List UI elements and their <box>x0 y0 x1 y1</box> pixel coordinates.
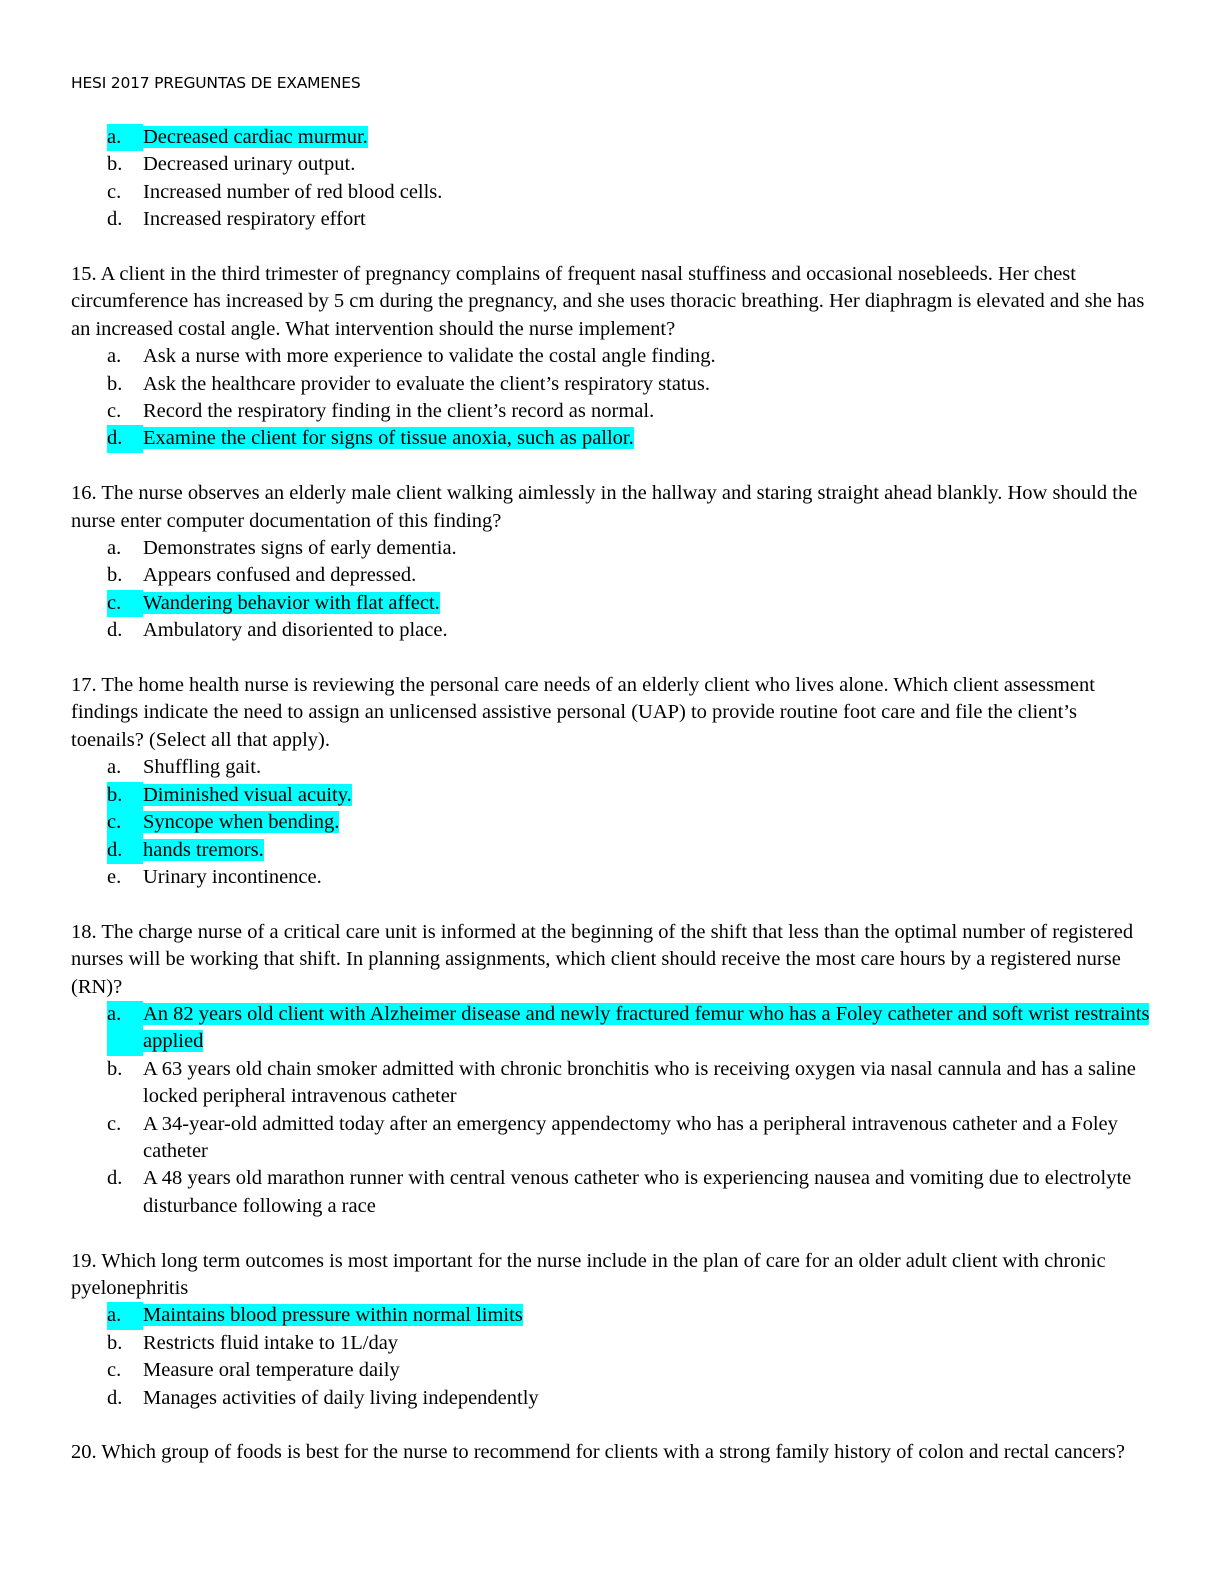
option-letter: d. <box>107 1386 123 1409</box>
option-letter: b. <box>107 1057 123 1080</box>
option-letter: a. <box>107 1302 143 1329</box>
question-19 <box>71 1248 1151 1412</box>
option-b <box>107 562 1151 589</box>
option-text: Examine the client for signs of tissue anoxia, such as pallor. <box>143 427 634 450</box>
option-letter: b. <box>107 782 143 809</box>
option-letter: a. <box>107 345 122 368</box>
option-text: hands tremors. <box>143 838 264 861</box>
question-14-options <box>71 124 1151 234</box>
option-text: Wandering behavior with flat affect. <box>143 591 440 614</box>
option-c <box>107 1357 1151 1384</box>
option-letter: d. <box>107 837 143 864</box>
option-text: Record the respiratory finding in the client’s record as normal. <box>143 400 655 423</box>
option-text: Appears confused and depressed. <box>143 564 417 587</box>
option-text: Demonstrates signs of early dementia. <box>143 537 457 560</box>
option-letter: c. <box>107 590 143 617</box>
option-text: Shuffling gait. <box>143 756 262 779</box>
option-d <box>107 837 1151 864</box>
question-18 <box>71 919 1151 1220</box>
option-letter: d. <box>107 208 123 231</box>
option-letter: d. <box>107 619 123 642</box>
option-text: Decreased urinary output. <box>143 153 356 176</box>
option-b <box>107 782 1151 809</box>
option-letter: d. <box>107 425 143 452</box>
question-stem: 19. Which long term outcomes is most important for the nurse include in the plan of care for an older adult client with chronic pyelonephritis <box>71 1249 1106 1299</box>
option-list <box>71 1001 1151 1220</box>
option-text: Ambulatory and disoriented to place. <box>143 619 448 642</box>
option-d <box>107 1165 1151 1220</box>
option-c <box>107 1111 1151 1166</box>
option-text: A 34-year-old admitted today after an emergency appendectomy who has a peripheral intravenous catheter and a Foley catheter <box>143 1112 1118 1162</box>
question-stem: 18. The charge nurse of a critical care unit is informed at the beginning of the shift that less than the optimal number of registered nurses will be working that shift. In planning assignments, which client should receive the most care hours by a registered nurse (RN)? <box>71 920 1134 998</box>
option-d <box>107 1385 1151 1412</box>
option-text: Increased respiratory effort <box>143 208 366 231</box>
option-text: A 63 years old chain smoker admitted with chronic bronchitis who is receiving oxygen via nasal cannula and has a saline locked peripheral intravenous catheter <box>143 1057 1136 1108</box>
option-list <box>71 535 1151 645</box>
option-text: A 48 years old marathon runner with central venous catheter who is experiencing nausea and vomiting due to electrolyte disturbance following a race <box>143 1167 1132 1217</box>
option-text: An 82 years old client with Alzheimer disease and newly fractured femur who has a Foley catheter and soft wrist restraints applied <box>143 1002 1150 1053</box>
option-letter: c. <box>107 180 122 203</box>
option-a <box>107 1302 1151 1329</box>
question-15 <box>71 261 1151 453</box>
option-text: Restricts fluid intake to 1L/day <box>143 1331 399 1354</box>
option-letter: b. <box>107 153 123 176</box>
option-text: Manages activities of daily living independently <box>143 1386 539 1409</box>
question-stem: 16. The nurse observes an elderly male client walking aimlessly in the hallway and staring straight ahead blankly. How should the nurse enter computer documentation of this finding? <box>71 482 1138 532</box>
option-letter: c. <box>107 1359 122 1382</box>
question-stem: 20. Which group of foods is best for the nurse to recommend for clients with a strong family history of colon and rectal cancers? <box>71 1441 1125 1464</box>
option-text: Diminished visual acuity. <box>143 783 352 806</box>
option-c <box>107 590 1151 617</box>
option-letter: b. <box>107 372 123 395</box>
option-list <box>71 754 1151 891</box>
option-a <box>107 1001 1151 1056</box>
option-letter: e. <box>107 865 122 888</box>
option-text: Ask a nurse with more experience to validate the costal angle finding. <box>143 345 716 368</box>
option-b <box>107 1056 1151 1111</box>
option-letter: c. <box>107 1112 122 1135</box>
option-letter: c. <box>107 809 143 836</box>
option-letter: b. <box>107 564 123 587</box>
option-letter: a. <box>107 756 122 779</box>
option-letter: a. <box>107 537 122 560</box>
option-text: Urinary incontinence. <box>143 865 322 888</box>
option-letter: a. <box>107 124 143 151</box>
option-text: Measure oral temperature daily <box>143 1359 400 1382</box>
document-body <box>71 124 1151 1467</box>
option-list <box>71 124 1151 234</box>
option-b <box>107 371 1151 398</box>
option-list <box>71 343 1151 453</box>
option-text: Ask the healthcare provider to evaluate the client’s respiratory status. <box>143 372 710 395</box>
option-text: Increased number of red blood cells. <box>143 180 443 203</box>
option-e <box>107 864 1151 891</box>
option-b <box>107 1330 1151 1357</box>
option-text: Syncope when bending. <box>143 811 340 834</box>
option-b <box>107 151 1151 178</box>
page-header: HESI 2017 PREGUNTAS DE EXAMENES <box>71 74 361 92</box>
question-stem: 17. The home health nurse is reviewing the personal care needs of an elderly client who lives alone. Which client assessment findings indicate the need to assign an unlicensed assistive personal (UAP) to provide routine foot care and file the client’s toenails? (Select all that apply). <box>71 674 1095 751</box>
option-d <box>107 425 1151 452</box>
option-d <box>107 617 1151 644</box>
option-c <box>107 398 1151 425</box>
option-letter: d. <box>107 1167 123 1190</box>
option-text: Maintains blood pressure within normal limits <box>143 1304 523 1327</box>
question-stem: 15. A client in the third trimester of pregnancy complains of frequent nasal stuffiness and occasional nosebleeds. Her chest circumference has increased by 5 cm during the pregnancy, and she uses thoracic breathing. Her diaphragm is elevated and she has an increased costal angle. What intervention should the nurse implement? <box>71 263 1145 340</box>
option-list <box>71 1302 1151 1412</box>
option-letter: b. <box>107 1331 123 1354</box>
option-a <box>107 343 1151 370</box>
option-a <box>107 535 1151 562</box>
option-text: Decreased cardiac murmur. <box>143 126 368 148</box>
option-c <box>107 809 1151 836</box>
option-letter: c. <box>107 400 122 423</box>
option-letter: a. <box>107 1001 143 1056</box>
question-20 <box>71 1439 1151 1466</box>
question-17 <box>71 672 1151 891</box>
option-c <box>107 179 1151 206</box>
option-a <box>107 754 1151 781</box>
question-16 <box>71 480 1151 644</box>
option-a <box>107 124 1151 151</box>
option-d <box>107 206 1151 233</box>
